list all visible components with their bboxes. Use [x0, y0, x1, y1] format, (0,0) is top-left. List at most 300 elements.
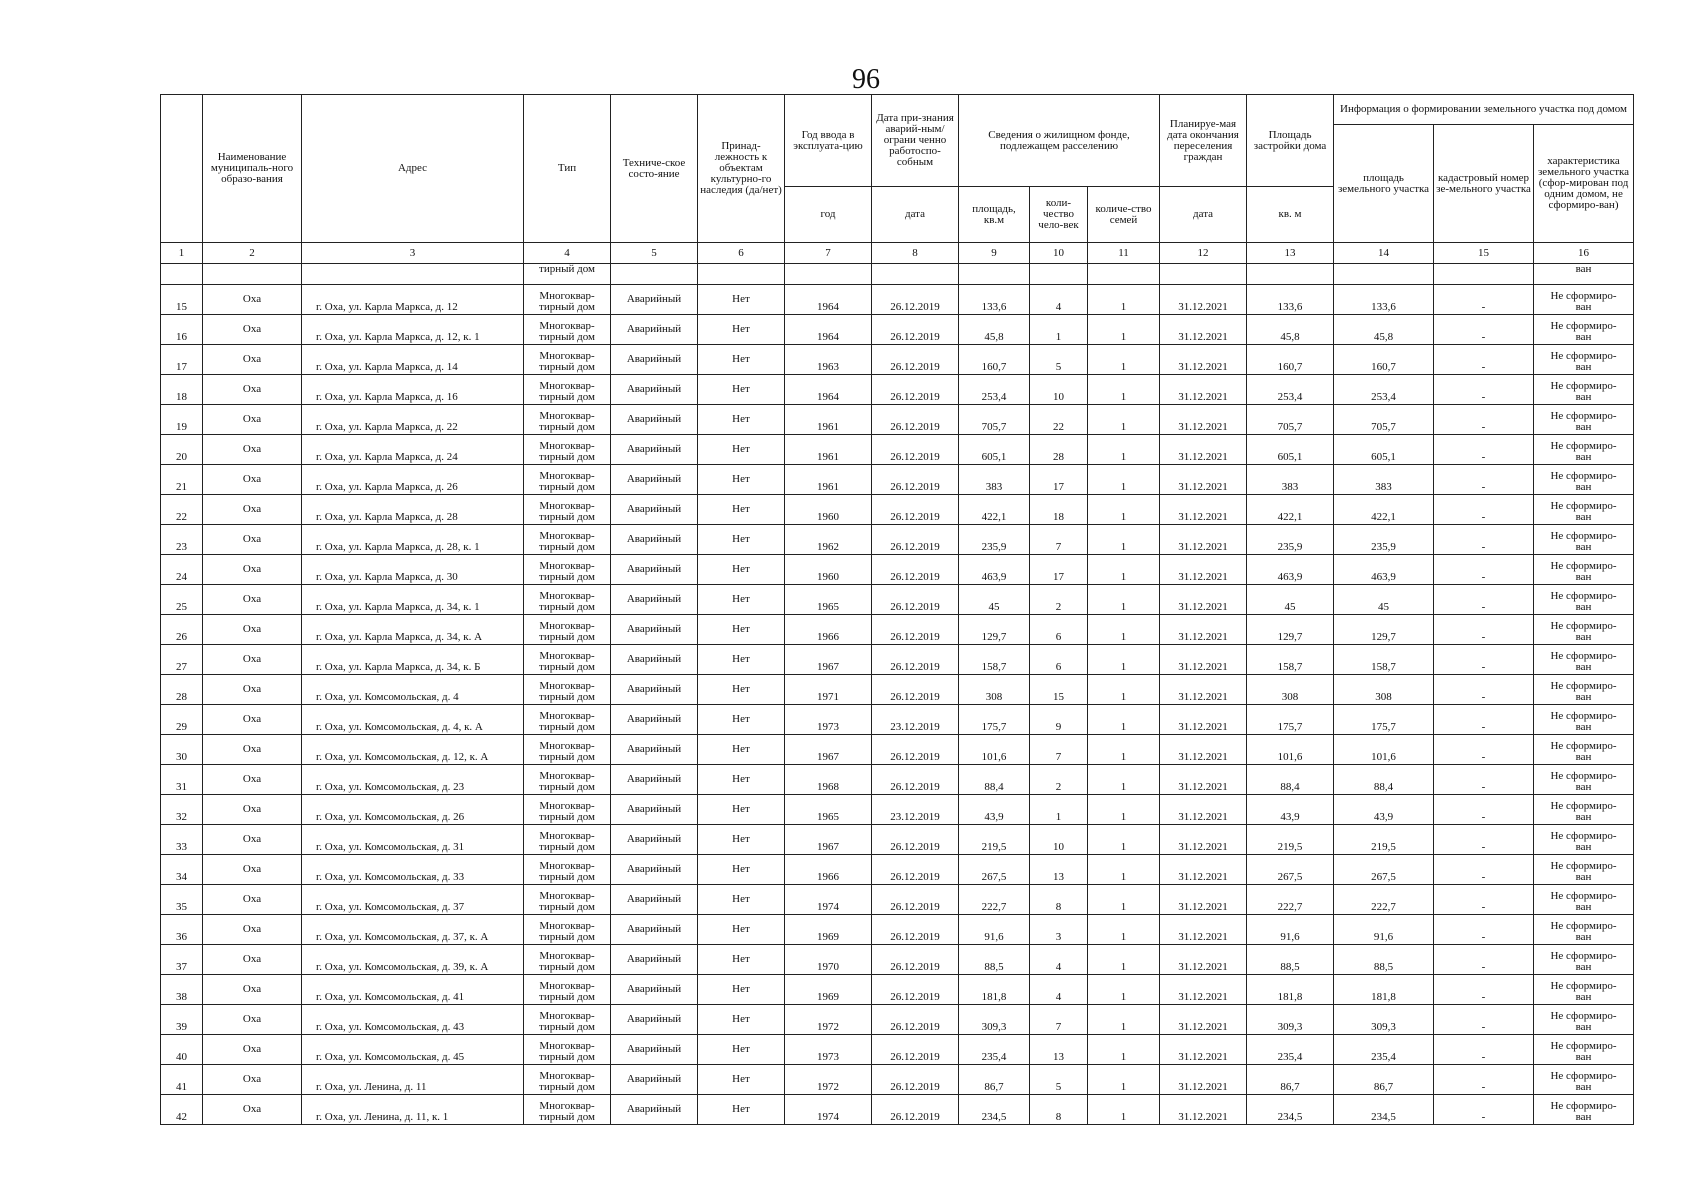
row-number-cell: 31 — [161, 765, 203, 795]
land-characteristic-line-2: ван — [1575, 811, 1592, 823]
people-count-cell: 18 — [1030, 495, 1088, 525]
heritage-status-cell: Нет — [698, 315, 785, 345]
table-row — [161, 1005, 1634, 1035]
column-number: 16 — [1534, 243, 1634, 264]
column-number: 11 — [1088, 243, 1160, 264]
row-number-cell: 30 — [161, 735, 203, 765]
municipality-cell: Оха — [203, 915, 302, 945]
building-type-cell — [524, 1005, 611, 1035]
housing-area-cell: 133,6 — [959, 285, 1030, 315]
planned-resettlement-date-cell: 31.12.2021 — [1160, 1095, 1247, 1125]
row-number-cell: 19 — [161, 405, 203, 435]
land-area-cell: 86,7 — [1334, 1065, 1434, 1095]
building-type-line-1: Многоквар- — [539, 620, 595, 632]
commissioning-year-cell: 1961 — [785, 435, 872, 465]
heritage-status-cell: Нет — [698, 1005, 785, 1035]
families-count-cell: 1 — [1088, 615, 1160, 645]
building-area-cell: 267,5 — [1247, 855, 1334, 885]
land-area-cell: 219,5 — [1334, 825, 1434, 855]
technical-state-cell: Аварийный — [611, 915, 698, 945]
families-count-cell: 1 — [1088, 735, 1160, 765]
building-type-cell — [524, 615, 611, 645]
row-number-cell: 21 — [161, 465, 203, 495]
land-characteristic-cell — [1534, 1095, 1634, 1125]
address-cell: г. Оха, ул. Ленина, д. 11 — [302, 1065, 524, 1095]
building-area-cell: 463,9 — [1247, 555, 1334, 585]
housing-area-cell: 422,1 — [959, 495, 1030, 525]
technical-state-cell: Аварийный — [611, 615, 698, 645]
municipality-cell: Оха — [203, 735, 302, 765]
people-count-cell: 13 — [1030, 1035, 1088, 1065]
building-type-line-1: Многоквар- — [539, 1070, 595, 1082]
people-count-cell: 15 — [1030, 675, 1088, 705]
building-type-cell — [524, 735, 611, 765]
land-characteristic-cell — [1534, 465, 1634, 495]
land-area-cell: 160,7 — [1334, 345, 1434, 375]
land-characteristic-line-2: ван — [1575, 691, 1592, 703]
cadastral-number-cell: - — [1434, 1035, 1534, 1065]
housing-area-cell: 309,3 — [959, 1005, 1030, 1035]
technical-state-cell: Аварийный — [611, 1095, 698, 1125]
land-characteristic-cell — [1534, 1065, 1634, 1095]
housing-area-cell: 45 — [959, 585, 1030, 615]
land-characteristic-line-1: Не сформиро- — [1550, 890, 1617, 902]
land-characteristic-line-2: ван — [1575, 391, 1592, 403]
column-number: 8 — [872, 243, 959, 264]
municipality-cell: Оха — [203, 825, 302, 855]
table-row — [161, 1095, 1634, 1125]
subheader-planned-date: дата — [1160, 187, 1247, 243]
address-cell: г. Оха, ул. Комсомольская, д. 33 — [302, 855, 524, 885]
municipality-cell: Оха — [203, 795, 302, 825]
commissioning-year-cell: 1966 — [785, 855, 872, 885]
planned-resettlement-date-cell: 31.12.2021 — [1160, 405, 1247, 435]
emergency-date-cell: 26.12.2019 — [872, 1005, 959, 1035]
column-number: 9 — [959, 243, 1030, 264]
column-number: 12 — [1160, 243, 1247, 264]
address-cell: г. Оха, ул. Карла Маркса, д. 28, к. 1 — [302, 525, 524, 555]
people-count-cell: 10 — [1030, 825, 1088, 855]
table-row — [161, 315, 1634, 345]
commissioning-year-cell: 1966 — [785, 615, 872, 645]
heritage-status-cell: Нет — [698, 525, 785, 555]
cadastral-number-cell: - — [1434, 495, 1534, 525]
families-count-cell: 1 — [1088, 1065, 1160, 1095]
land-area-cell: 175,7 — [1334, 705, 1434, 735]
column-number: 7 — [785, 243, 872, 264]
land-characteristic-line-1: Не сформиро- — [1550, 320, 1617, 332]
land-characteristic-cell — [1534, 345, 1634, 375]
table-row — [161, 1065, 1634, 1095]
planned-resettlement-date-cell: 31.12.2021 — [1160, 1005, 1247, 1035]
commissioning-year-cell: 1963 — [785, 345, 872, 375]
row-number-cell: 28 — [161, 675, 203, 705]
header-address: Адрес — [302, 95, 524, 243]
commissioning-year-cell: 1962 — [785, 525, 872, 555]
building-area-cell: 705,7 — [1247, 405, 1334, 435]
building-type-cell — [524, 465, 611, 495]
building-type-line-1: Многоквар- — [539, 350, 595, 362]
heritage-status-cell: Нет — [698, 285, 785, 315]
building-type-line-2: тирный дом — [539, 541, 595, 553]
people-count-cell: 1 — [1030, 315, 1088, 345]
municipality-cell: Оха — [203, 555, 302, 585]
families-count-cell: 1 — [1088, 945, 1160, 975]
header-commissioning: Год ввода в эксплуата-цию — [785, 95, 872, 187]
land-characteristic-line-1: Не сформиро- — [1550, 920, 1617, 932]
municipality-cell: Оха — [203, 615, 302, 645]
emergency-date-cell: 26.12.2019 — [872, 555, 959, 585]
families-count-cell: 1 — [1088, 315, 1160, 345]
cadastral-number-cell: - — [1434, 345, 1534, 375]
families-count-cell: 1 — [1088, 495, 1160, 525]
land-characteristic-cell — [1534, 555, 1634, 585]
municipality-cell: Оха — [203, 285, 302, 315]
housing-area-cell: 463,9 — [959, 555, 1030, 585]
address-cell: г. Оха, ул. Комсомольская, д. 37, к. А — [302, 915, 524, 945]
land-characteristic-line-2: ван — [1575, 871, 1592, 883]
land-characteristic-line-2: ван — [1575, 721, 1592, 733]
building-type-line-1: Многоквар- — [539, 680, 595, 692]
table-row — [161, 405, 1634, 435]
table-row — [161, 495, 1634, 525]
land-characteristic-line-2: ван — [1575, 1081, 1592, 1093]
families-count-cell: 1 — [1088, 675, 1160, 705]
building-area-cell: 158,7 — [1247, 645, 1334, 675]
building-type-cell — [524, 345, 611, 375]
planned-resettlement-date-cell: 31.12.2021 — [1160, 885, 1247, 915]
commissioning-year-cell: 1972 — [785, 1065, 872, 1095]
municipality-cell: Оха — [203, 585, 302, 615]
building-type-line-2: тирный дом — [539, 691, 595, 703]
building-area-cell: 101,6 — [1247, 735, 1334, 765]
header-land-plot-group: Информация о формировании земельного участка под домом — [1334, 95, 1634, 125]
subheader-families: количе-ство семей — [1088, 187, 1160, 243]
column-number: 4 — [524, 243, 611, 264]
column-number: 5 — [611, 243, 698, 264]
land-area-cell: 308 — [1334, 675, 1434, 705]
emergency-date-cell: 26.12.2019 — [872, 315, 959, 345]
building-type-line-1: Многоквар- — [539, 890, 595, 902]
land-characteristic-line-2: ван — [1575, 931, 1592, 943]
families-count-cell: 1 — [1088, 1005, 1160, 1035]
families-count-cell: 1 — [1088, 975, 1160, 1005]
land-characteristic-cell — [1534, 1035, 1634, 1065]
land-characteristic-line-1: Не сформиро- — [1550, 800, 1617, 812]
families-count-cell: 1 — [1088, 1035, 1160, 1065]
land-area-cell: 222,7 — [1334, 885, 1434, 915]
municipality-cell: Оха — [203, 855, 302, 885]
commissioning-year-cell: 1964 — [785, 315, 872, 345]
municipality-cell: Оха — [203, 645, 302, 675]
commissioning-year-cell: 1964 — [785, 285, 872, 315]
technical-state-cell: Аварийный — [611, 825, 698, 855]
land-area-cell: 43,9 — [1334, 795, 1434, 825]
technical-state-cell: Аварийный — [611, 405, 698, 435]
building-type-cell — [524, 825, 611, 855]
building-area-cell: 86,7 — [1247, 1065, 1334, 1095]
address-cell: г. Оха, ул. Карла Маркса, д. 24 — [302, 435, 524, 465]
land-characteristic-line-1: Не сформиро- — [1550, 1010, 1617, 1022]
technical-state-cell: Аварийный — [611, 1065, 698, 1095]
table-row — [161, 1035, 1634, 1065]
land-characteristic-line-2: ван — [1575, 1051, 1592, 1063]
land-characteristic-line-1: Не сформиро- — [1550, 620, 1617, 632]
header-heritage: Принад-лежность к объектам культурно-го наследия (да/нет) — [698, 95, 785, 243]
building-type-cell — [524, 405, 611, 435]
land-characteristic-cell — [1534, 825, 1634, 855]
building-type-line-2: тирный дом — [539, 511, 595, 523]
land-area-cell: 45 — [1334, 585, 1434, 615]
table-row — [161, 615, 1634, 645]
commissioning-year-cell: 1960 — [785, 495, 872, 525]
planned-resettlement-date-cell: 31.12.2021 — [1160, 1065, 1247, 1095]
cadastral-number-cell: - — [1434, 435, 1534, 465]
land-area-cell: 253,4 — [1334, 375, 1434, 405]
row-number-cell: 16 — [161, 315, 203, 345]
building-type-line-2: тирный дом — [539, 301, 595, 313]
row-number-cell: 40 — [161, 1035, 203, 1065]
emergency-date-cell: 26.12.2019 — [872, 975, 959, 1005]
land-characteristic-line-2: ван — [1575, 751, 1592, 763]
building-type-line-2: тирный дом — [539, 1021, 595, 1033]
building-type-line-1: Многоквар- — [539, 740, 595, 752]
land-characteristic-line-1: Не сформиро- — [1550, 1100, 1617, 1112]
address-cell: г. Оха, ул. Карла Маркса, д. 26 — [302, 465, 524, 495]
technical-state-cell: Аварийный — [611, 465, 698, 495]
commissioning-year-cell: 1960 — [785, 555, 872, 585]
municipality-cell: Оха — [203, 465, 302, 495]
land-area-cell: 45,8 — [1334, 315, 1434, 345]
municipality-cell: Оха — [203, 975, 302, 1005]
heritage-status-cell: Нет — [698, 675, 785, 705]
building-type-line-2: тирный дом — [539, 661, 595, 673]
building-type-line-2: тирный дом — [539, 811, 595, 823]
building-type-line-1: Многоквар- — [539, 830, 595, 842]
land-characteristic-cell — [1534, 405, 1634, 435]
planned-resettlement-date-cell: 31.12.2021 — [1160, 345, 1247, 375]
cadastral-number-cell: - — [1434, 885, 1534, 915]
emergency-date-cell: 26.12.2019 — [872, 885, 959, 915]
address-cell: г. Оха, ул. Комсомольская, д. 37 — [302, 885, 524, 915]
planned-resettlement-date-cell: 31.12.2021 — [1160, 525, 1247, 555]
land-characteristic-line-2: ван — [1575, 661, 1592, 673]
people-count-cell: 7 — [1030, 735, 1088, 765]
row-number-cell: 39 — [161, 1005, 203, 1035]
heritage-status-cell: Нет — [698, 915, 785, 945]
cadastral-number-cell: - — [1434, 405, 1534, 435]
building-type-line-2: тирный дом — [539, 751, 595, 763]
table-row — [161, 735, 1634, 765]
land-characteristic-line-1: Не сформиро- — [1550, 530, 1617, 542]
table-row — [161, 705, 1634, 735]
subheader-area: площадь, кв.м — [959, 187, 1030, 243]
commissioning-year-cell: 1968 — [785, 765, 872, 795]
land-characteristic-line-1: Не сформиро- — [1550, 380, 1617, 392]
land-characteristic-cell — [1534, 1005, 1634, 1035]
column-number: 1 — [161, 243, 203, 264]
building-type-line-1: Многоквар- — [539, 560, 595, 572]
families-count-cell: 1 — [1088, 285, 1160, 315]
planned-resettlement-date-cell: 31.12.2021 — [1160, 705, 1247, 735]
cadastral-number-cell: - — [1434, 1005, 1534, 1035]
address-cell: г. Оха, ул. Карла Маркса, д. 30 — [302, 555, 524, 585]
building-type-line-1: Многоквар- — [539, 800, 595, 812]
families-count-cell: 1 — [1088, 405, 1160, 435]
commissioning-year-cell: 1961 — [785, 405, 872, 435]
planned-resettlement-date-cell: 31.12.2021 — [1160, 825, 1247, 855]
building-type-cell — [524, 1065, 611, 1095]
building-type-cell — [524, 795, 611, 825]
land-characteristic-line-2: ван — [1575, 541, 1592, 553]
address-cell: г. Оха, ул. Комсомольская, д. 45 — [302, 1035, 524, 1065]
heritage-status-cell: Нет — [698, 495, 785, 525]
land-characteristic-line-1: Не сформиро- — [1550, 560, 1617, 572]
building-type-line-2: тирный дом — [539, 841, 595, 853]
municipality-cell: Оха — [203, 405, 302, 435]
column-number: 3 — [302, 243, 524, 264]
municipality-cell: Оха — [203, 885, 302, 915]
row-number-cell: 15 — [161, 285, 203, 315]
people-count-cell: 8 — [1030, 885, 1088, 915]
table-row — [161, 945, 1634, 975]
building-type-cell — [524, 915, 611, 945]
building-type-line-2: тирный дом — [539, 991, 595, 1003]
heritage-status-cell: Нет — [698, 345, 785, 375]
land-characteristic-cell — [1534, 855, 1634, 885]
heritage-status-cell: Нет — [698, 795, 785, 825]
land-area-cell: 235,4 — [1334, 1035, 1434, 1065]
heritage-status-cell: Нет — [698, 585, 785, 615]
building-type-line-2: тирный дом — [539, 781, 595, 793]
address-cell: г. Оха, ул. Ленина, д. 11, к. 1 — [302, 1095, 524, 1125]
building-area-cell: 219,5 — [1247, 825, 1334, 855]
column-number: 10 — [1030, 243, 1088, 264]
cadastral-number-cell: - — [1434, 645, 1534, 675]
land-characteristic-line-2: ван — [1575, 481, 1592, 493]
land-characteristic-line-1: Не сформиро- — [1550, 440, 1617, 452]
building-type-line-2: тирный дом — [539, 601, 595, 613]
continuation-characteristic: ван — [1534, 264, 1634, 285]
row-number-cell: 18 — [161, 375, 203, 405]
table-row — [161, 555, 1634, 585]
land-area-cell: 88,4 — [1334, 765, 1434, 795]
building-type-line-2: тирный дом — [539, 421, 595, 433]
land-characteristic-cell — [1534, 375, 1634, 405]
building-area-cell: 222,7 — [1247, 885, 1334, 915]
municipality-cell: Оха — [203, 315, 302, 345]
row-number-cell: 32 — [161, 795, 203, 825]
cadastral-number-cell: - — [1434, 465, 1534, 495]
land-area-cell: 88,5 — [1334, 945, 1434, 975]
land-area-cell: 234,5 — [1334, 1095, 1434, 1125]
land-characteristic-line-2: ван — [1575, 421, 1592, 433]
building-type-line-2: тирный дом — [539, 961, 595, 973]
people-count-cell: 6 — [1030, 615, 1088, 645]
land-characteristic-cell — [1534, 645, 1634, 675]
land-characteristic-cell — [1534, 615, 1634, 645]
emergency-date-cell: 26.12.2019 — [872, 405, 959, 435]
building-type-line-2: тирный дом — [539, 451, 595, 463]
address-cell: г. Оха, ул. Карла Маркса, д. 34, к. А — [302, 615, 524, 645]
families-count-cell: 1 — [1088, 855, 1160, 885]
building-type-cell — [524, 285, 611, 315]
municipality-cell: Оха — [203, 435, 302, 465]
land-area-cell: 91,6 — [1334, 915, 1434, 945]
row-number-cell: 29 — [161, 705, 203, 735]
table-row — [161, 375, 1634, 405]
emergency-housing-table — [160, 94, 1634, 1125]
land-characteristic-cell — [1534, 735, 1634, 765]
land-area-cell: 129,7 — [1334, 615, 1434, 645]
column-number: 14 — [1334, 243, 1434, 264]
row-number-cell: 25 — [161, 585, 203, 615]
building-area-cell: 605,1 — [1247, 435, 1334, 465]
building-type-cell — [524, 555, 611, 585]
people-count-cell: 28 — [1030, 435, 1088, 465]
row-number-cell: 17 — [161, 345, 203, 375]
building-area-cell: 91,6 — [1247, 915, 1334, 945]
technical-state-cell: Аварийный — [611, 795, 698, 825]
commissioning-year-cell: 1965 — [785, 795, 872, 825]
building-type-line-2: тирный дом — [539, 571, 595, 583]
building-type-cell — [524, 1095, 611, 1125]
address-cell: г. Оха, ул. Комсомольская, д. 41 — [302, 975, 524, 1005]
heritage-status-cell: Нет — [698, 765, 785, 795]
cadastral-number-cell: - — [1434, 945, 1534, 975]
technical-state-cell: Аварийный — [611, 885, 698, 915]
continuation-row — [161, 264, 1634, 285]
table-row — [161, 435, 1634, 465]
land-characteristic-line-1: Не сформиро- — [1550, 350, 1617, 362]
people-count-cell: 8 — [1030, 1095, 1088, 1125]
housing-area-cell: 235,9 — [959, 525, 1030, 555]
land-area-cell: 705,7 — [1334, 405, 1434, 435]
row-number-cell: 41 — [161, 1065, 203, 1095]
people-count-cell: 4 — [1030, 285, 1088, 315]
cadastral-number-cell: - — [1434, 1095, 1534, 1125]
municipality-cell: Оха — [203, 945, 302, 975]
housing-area-cell: 219,5 — [959, 825, 1030, 855]
table-row — [161, 675, 1634, 705]
address-cell: г. Оха, ул. Карла Маркса, д. 34, к. 1 — [302, 585, 524, 615]
land-characteristic-line-1: Не сформиро- — [1550, 1040, 1617, 1052]
housing-area-cell: 158,7 — [959, 645, 1030, 675]
heritage-status-cell: Нет — [698, 735, 785, 765]
technical-state-cell: Аварийный — [611, 555, 698, 585]
row-number-cell: 22 — [161, 495, 203, 525]
building-type-cell — [524, 585, 611, 615]
subheader-year: год — [785, 187, 872, 243]
technical-state-cell: Аварийный — [611, 285, 698, 315]
building-type-cell — [524, 645, 611, 675]
building-area-cell: 309,3 — [1247, 1005, 1334, 1035]
heritage-status-cell: Нет — [698, 405, 785, 435]
row-number-cell: 33 — [161, 825, 203, 855]
planned-resettlement-date-cell: 31.12.2021 — [1160, 615, 1247, 645]
building-type-line-2: тирный дом — [539, 1111, 595, 1123]
land-area-cell: 463,9 — [1334, 555, 1434, 585]
building-type-cell — [524, 975, 611, 1005]
table-row — [161, 975, 1634, 1005]
commissioning-year-cell: 1974 — [785, 885, 872, 915]
subheader-date: дата — [872, 187, 959, 243]
emergency-date-cell: 26.12.2019 — [872, 1065, 959, 1095]
column-number: 13 — [1247, 243, 1334, 264]
families-count-cell: 1 — [1088, 645, 1160, 675]
housing-area-cell: 91,6 — [959, 915, 1030, 945]
building-area-cell: 422,1 — [1247, 495, 1334, 525]
